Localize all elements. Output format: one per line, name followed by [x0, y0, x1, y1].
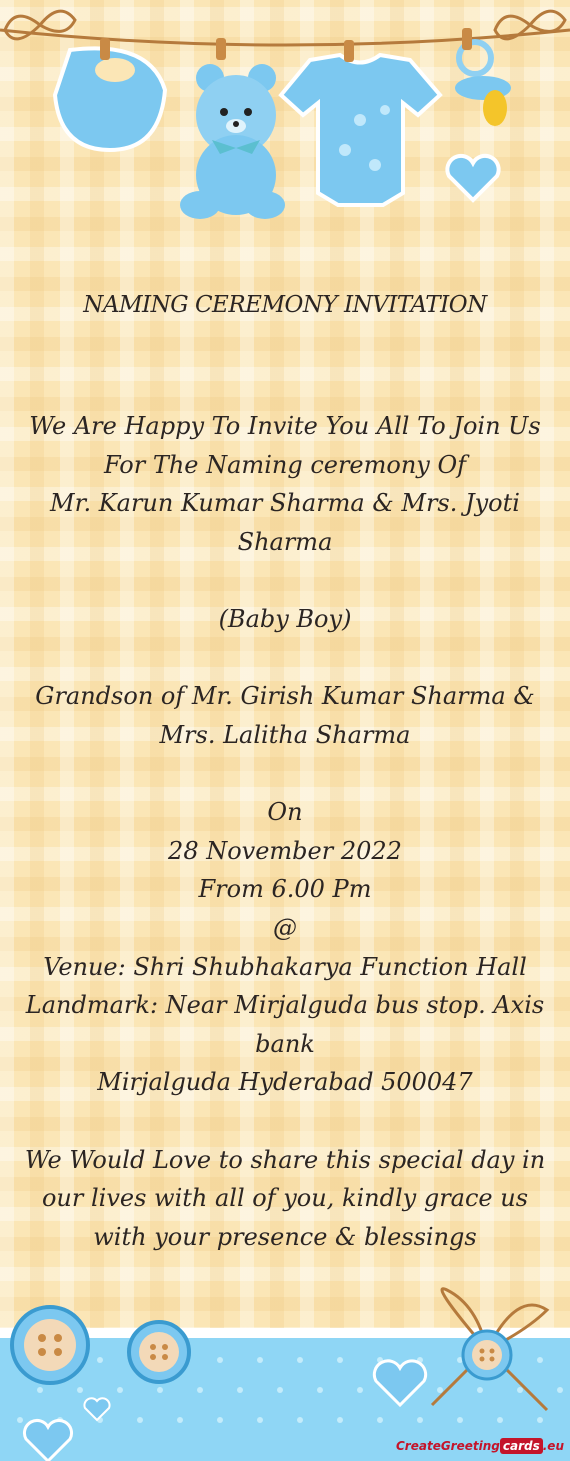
- city-address: Mirjalguda Hyderabad 500047: [97, 1068, 473, 1096]
- closing-line-3: with your presence & blessings: [93, 1223, 477, 1251]
- event-date: 28 November 2022: [168, 837, 402, 865]
- pacifier-icon: [455, 42, 511, 126]
- heart-icon: [447, 156, 498, 200]
- clothespin-icon: [462, 28, 472, 50]
- parents-line-1: Mr. Karun Kumar Sharma & Mrs. Jyoti: [50, 489, 520, 517]
- intro-line-1: We Are Happy To Invite You All To Join Us: [29, 412, 541, 440]
- on-label: On: [267, 798, 303, 826]
- bib-icon: [55, 48, 165, 150]
- button-icon: [129, 1322, 189, 1382]
- closing-line-1: We Would Love to share this special day in: [24, 1146, 546, 1174]
- button-icon: [12, 1307, 88, 1383]
- event-time: From 6.00 Pm: [198, 875, 372, 903]
- brand-box: cards: [500, 1438, 543, 1454]
- at-symbol: @: [273, 914, 297, 942]
- venue: Venue: Shri Shubhakarya Function Hall: [43, 953, 527, 981]
- closing-line-2: our lives with all of you, kindly grace us: [41, 1184, 529, 1212]
- brand-suffix: .eu: [542, 1439, 564, 1453]
- grandparents-line-1: Grandson of Mr. Girish Kumar Sharma &: [35, 682, 535, 710]
- clothespin-icon: [100, 38, 110, 60]
- invitation-title: NAMING CEREMONY INVITATION: [83, 292, 487, 318]
- teddy-bear-icon: [180, 64, 285, 219]
- intro-line-2: For The Naming ceremony Of: [103, 451, 467, 479]
- baby-label: (Baby Boy): [218, 605, 352, 633]
- brand-watermark: [396, 1439, 564, 1453]
- hanging-baby-clothes-illustration: [0, 0, 570, 240]
- clothespin-icon: [344, 40, 354, 62]
- clothespin-icon: [216, 38, 226, 60]
- onesie-icon: [281, 55, 440, 205]
- buttons-and-ribbon-illustration: [0, 1280, 570, 1461]
- landmark-line-1: Landmark: Near Mirjalguda bus stop. Axis: [25, 991, 545, 1019]
- landmark-line-2: bank: [255, 1030, 315, 1058]
- grandparents-line-2: Mrs. Lalitha Sharma: [159, 721, 411, 749]
- button-icon: [463, 1331, 511, 1379]
- parents-line-2: Sharma: [237, 528, 333, 556]
- brand-prefix: CreateGreeting: [396, 1439, 500, 1453]
